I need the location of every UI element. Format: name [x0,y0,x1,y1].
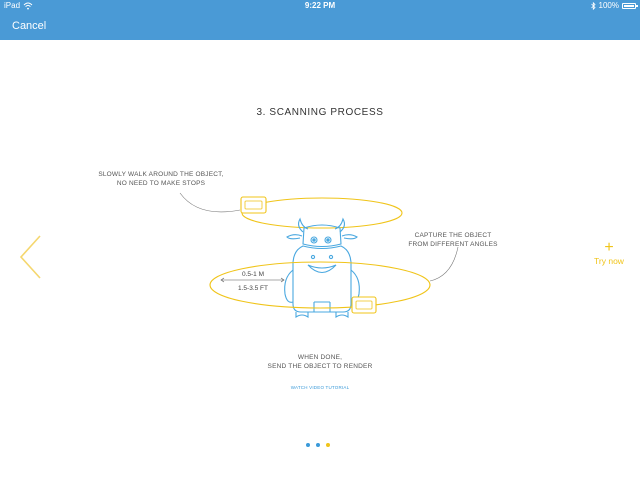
walk-instruction-line1: SLOWLY WALK AROUND THE OBJECT, [98,171,224,178]
done-instruction [240,353,400,371]
capture-instruction-line2: FROM DIFFERENT ANGLES [408,241,498,248]
distance-meters: 0.5-1 M [241,271,265,278]
carrier-label: iPad [4,1,21,10]
walk-leader-line [180,193,240,212]
capture-instruction-line1: CAPTURE THE OBJECT [414,232,492,239]
walk-instruction [86,170,236,188]
try-now-button[interactable] [586,240,632,274]
page-dot[interactable] [306,443,310,447]
page-dot[interactable] [326,443,330,447]
previous-page-button[interactable] [16,234,46,280]
done-instruction-line2: SEND THE OBJECT TO RENDER [267,363,373,370]
page-dot[interactable] [316,443,320,447]
status-time: 9:22 PM [304,1,336,10]
try-now-label: Try now [594,256,624,266]
cow-figure [285,219,360,317]
watch-tutorial-link[interactable]: WATCH VIDEO TUTORIAL [290,385,350,390]
page-indicator [306,443,330,449]
distance-feet: 1.5-3.5 FT [238,285,268,292]
chevron-left-icon [16,234,46,280]
cancel-button[interactable]: Cancel [12,20,47,32]
walk-instruction-line2: NO NEED TO MAKE STOPS [116,180,206,187]
battery-percent: 100% [598,1,619,10]
done-instruction-line1: WHEN DONE, [297,354,343,361]
plus-icon: + [604,239,614,256]
capture-leader-line [430,247,458,281]
capture-instruction [398,231,508,249]
page-title: 3. SCANNING PROCESS [256,107,384,118]
